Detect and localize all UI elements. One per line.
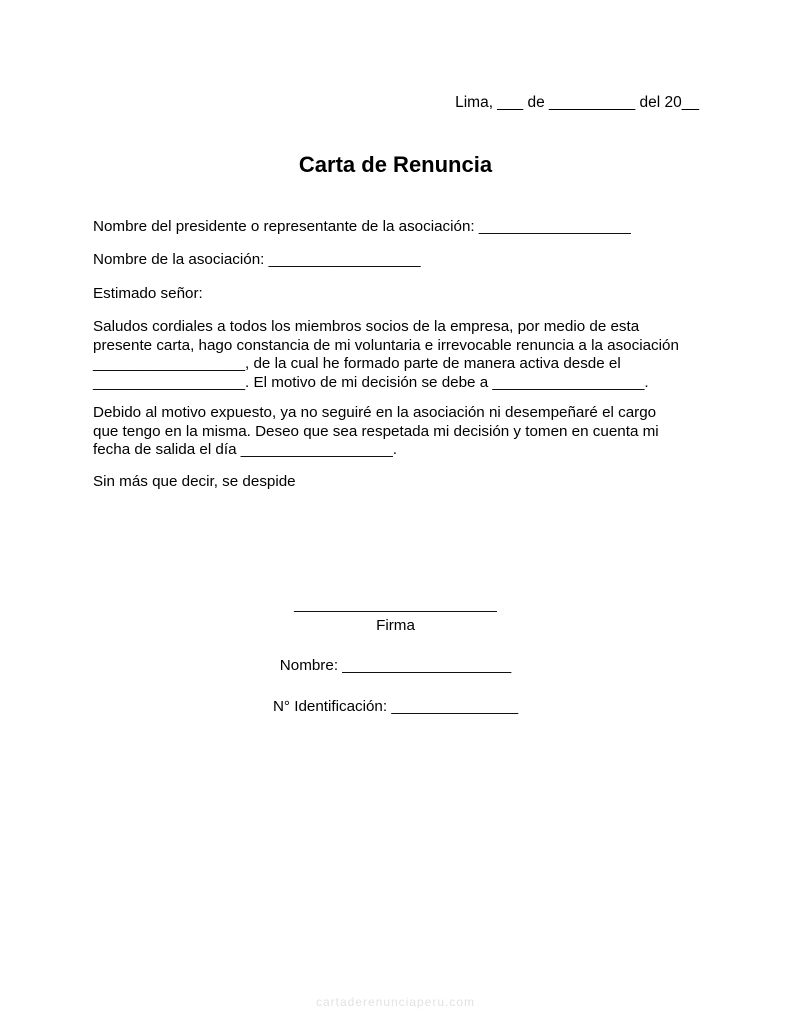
date-line: Lima, ___ de __________ del 20__ [455, 94, 699, 111]
signer-id-field: N° Identificación: _______________ [272, 698, 519, 715]
salutation: Estimado señor: [93, 285, 203, 302]
watermark: cartaderenunciaperu.com [315, 995, 476, 1009]
signature-line: ________________________ [294, 596, 497, 613]
signer-name-field: Nombre: ____________________ [279, 657, 512, 674]
signature-label: Firma [376, 617, 415, 634]
body-paragraph-2: Debido al motivo expuesto, ya no seguiré en la asociación ni desempeñaré el cargo que tengo en la misma. Deseo que sea respetada mi decisión y tomen en cuenta mi fecha de salida el día __________________. [93, 404, 659, 458]
body-paragraph-1: Saludos cordiales a todos los miembros socios de la empresa, por medio de esta presente carta, hago constancia de mi voluntaria e irrevocable renuncia a la asociación __________________, de la cual he formado parte de manera activa desde el __________________. El motivo de mi decisión se debe a __________________. [93, 318, 679, 391]
association-name-field: Nombre de la asociación: __________________ [93, 251, 421, 268]
document-title: Carta de Renuncia [298, 152, 493, 177]
closing-line: Sin más que decir, se despide [93, 473, 296, 490]
president-name-field: Nombre del presidente o representante de la asociación: __________________ [93, 218, 631, 235]
